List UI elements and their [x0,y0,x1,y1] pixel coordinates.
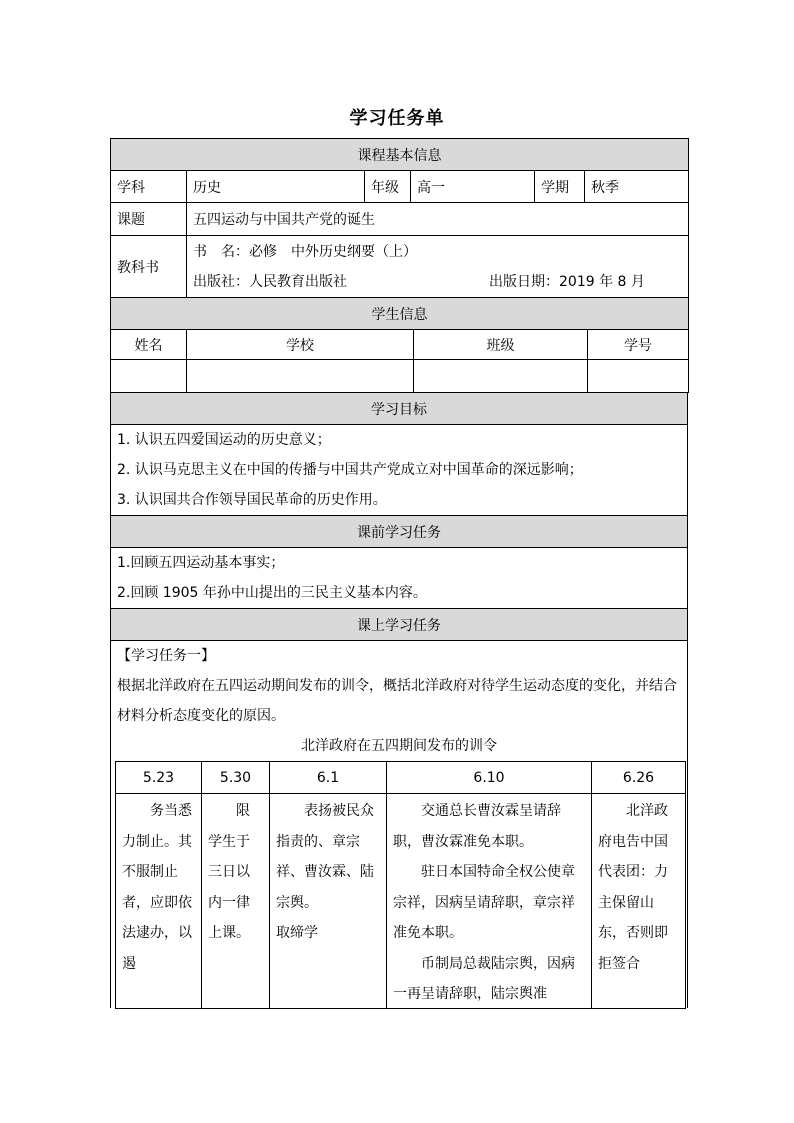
decree-content: 限学生于三日以内一律上课。 [202,794,270,1009]
name-field[interactable] [111,360,187,393]
school-field[interactable] [187,360,414,393]
col-school: 学校 [187,330,414,360]
date-cell: 6.10 [387,762,592,794]
decree-content [387,794,592,1009]
pre-tasks-list [111,548,688,609]
grade-label: 年级 [365,171,411,203]
student-info-header: 学生信息 [111,298,689,330]
decree-content: 北洋政府电告中国代表团：力主保留山东，否则即拒签合 [592,794,686,1009]
col-name: 姓名 [111,330,187,360]
goal-item: 3. 认识国共合作领导国民革命的历史作用。 [117,492,387,508]
goals-header: 学习目标 [111,393,688,425]
goal-item: 2. 认识马克思主义在中国的传播与中国共产党成立对中国革命的深远影响； [117,462,583,478]
publisher-line: 出版社：人民教育出版社 [193,273,347,290]
publisher-row [193,267,682,297]
date-cell: 5.23 [116,762,202,794]
task-sheet [110,138,688,1008]
task1-text: 根据北洋政府在五四运动期间发布的训令，概括北洋政府对待学生运动态度的变化，并结合材料分析态度变化的原因。 [117,678,677,724]
col-student-id: 学号 [588,330,689,360]
pre-tasks-header: 课前学习任务 [111,516,688,548]
pre-task-item: 2.回顾 1905 年孙中山提出的三民主义基本内容。 [117,585,427,601]
page-title: 学习任务单 [349,108,445,129]
course-info-table [110,138,689,298]
textbook-label: 教科书 [111,236,187,298]
class-tasks-header: 课上学习任务 [111,609,688,641]
subject-label: 学科 [111,171,187,203]
publish-date: 出版日期：2019 年 8 月 [489,273,645,290]
subject-value: 历史 [187,171,365,203]
course-info-header: 课程基本信息 [111,139,689,171]
decree-paragraph: 驻日本国特命全权公使章宗祥，因病呈请辞职，章宗祥准免本职。 [393,864,575,941]
decree-content-paragraphs [393,796,585,1008]
term-label: 学期 [535,171,585,203]
textbook-info [187,236,689,298]
date-cell: 6.1 [270,762,387,794]
table-caption: 北洋政府在五四期间发布的训令 [301,738,497,754]
goal-item: 1. 认识五四爱国运动的历史意义； [117,432,331,448]
decree-paragraph: 交通总长曹汝霖呈请辞职，曹汝霖准免本职。 [393,803,561,850]
grade-value: 高一 [411,171,535,203]
decree-content: 务当悉力制止。其不服制止者，应即依法逮办，以遏 [116,794,202,1009]
date-cell: 5.30 [202,762,270,794]
class-field[interactable] [414,360,588,393]
book-line: 书 名：必修 中外历史纲要（上） [193,243,417,260]
decree-table [115,761,686,1009]
decree-paragraph: 币制局总裁陆宗舆，因病一再呈请辞职，陆宗舆准 [393,955,575,1002]
term-value: 秋季 [585,171,689,203]
class-tasks-body [111,641,688,1009]
col-class: 班级 [414,330,588,360]
student-id-field[interactable] [588,360,689,393]
pre-task-item: 1.回顾五四运动基本事实； [117,555,285,571]
task1-title: 【学习任务一】 [117,648,215,664]
topic-value: 五四运动与中国共产党的诞生 [187,203,689,236]
goals-table [110,392,688,1008]
date-cell: 6.26 [592,762,686,794]
decree-content: 表扬被民众指责的、章宗祥、曹汝霖、陆宗舆。 取缔学 [270,794,387,1009]
student-info-table [110,297,689,393]
goals-list [111,425,688,516]
topic-label: 课题 [111,203,187,236]
